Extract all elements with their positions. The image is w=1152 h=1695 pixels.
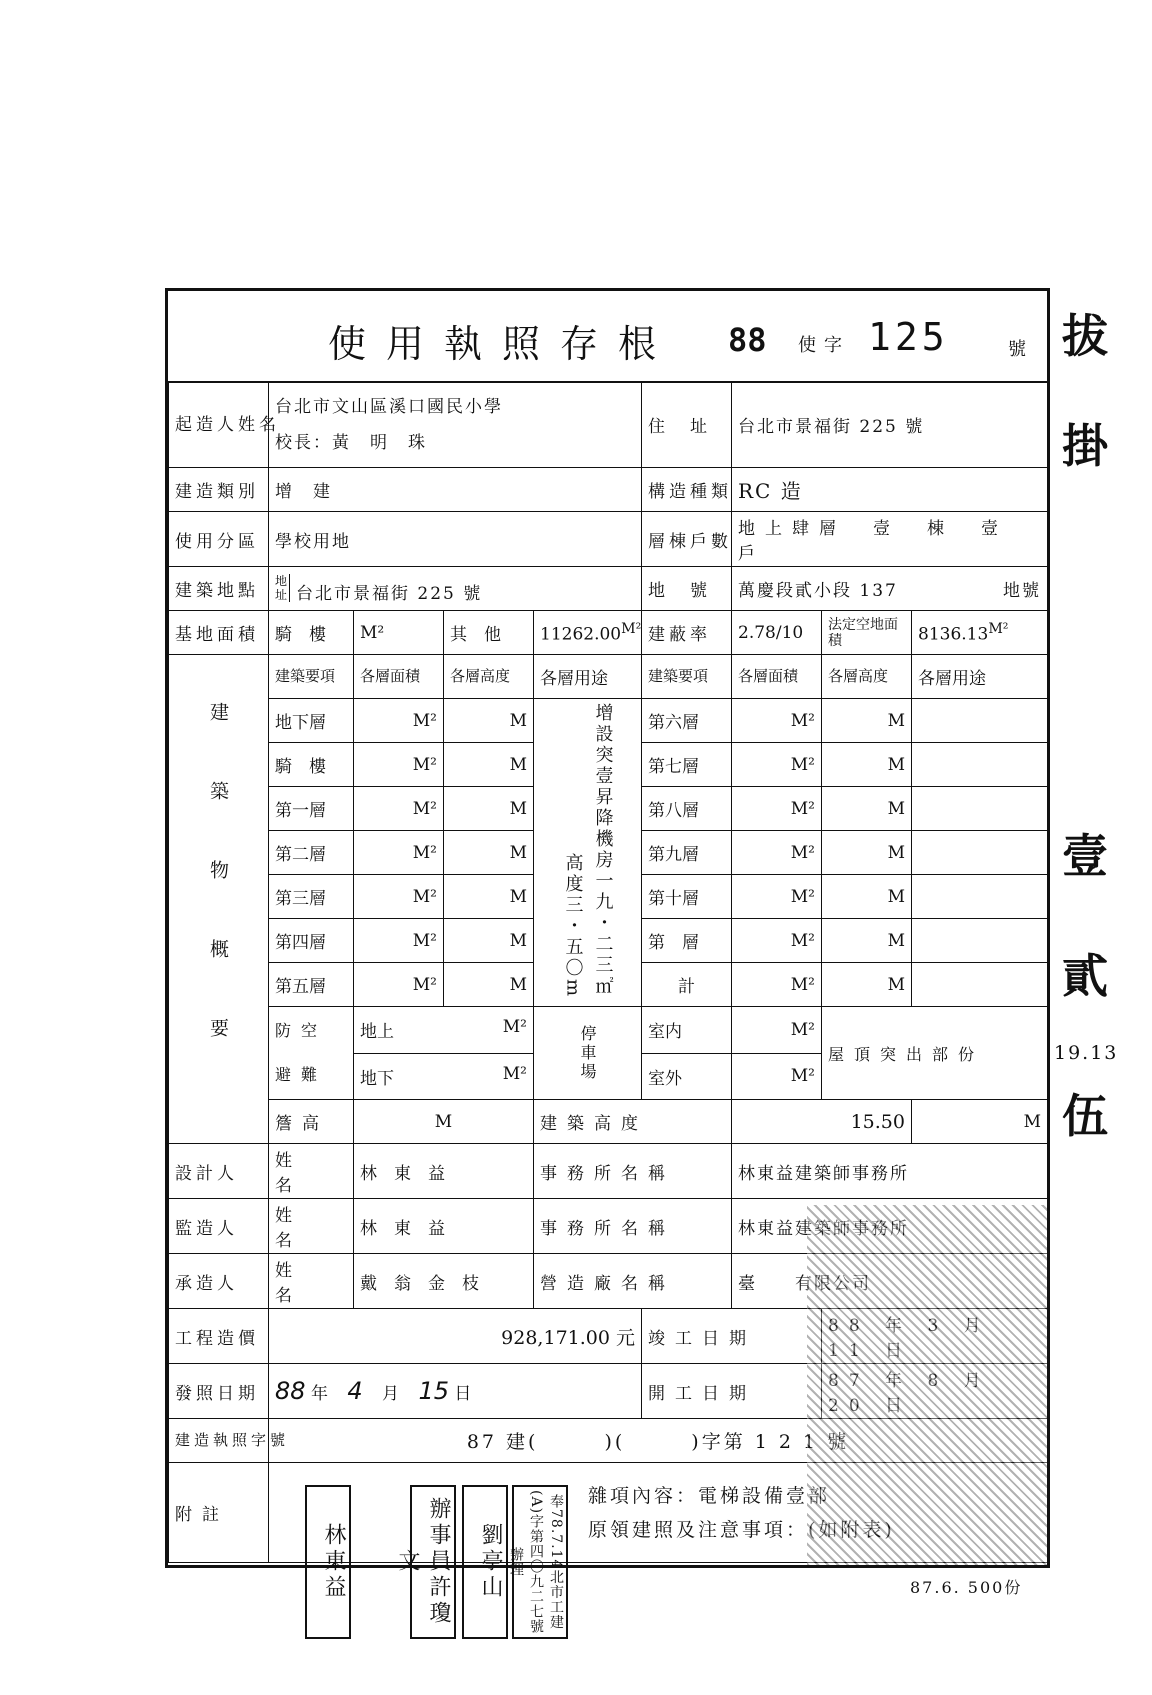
- completion-label: 竣工日期: [642, 1309, 822, 1364]
- building-height-label: 建築高度: [534, 1100, 732, 1144]
- lot-value: 萬慶段貳小段 137: [738, 581, 898, 601]
- floor-height-unit: M: [822, 919, 912, 963]
- open-space-value: 8136.13: [918, 624, 989, 645]
- floor-height-unit: M: [822, 743, 912, 787]
- floor-left-label: 第二層: [269, 831, 354, 875]
- lot-suffix: 地號: [1003, 581, 1041, 601]
- hdr-height-left: 各層高度: [444, 655, 534, 699]
- side-stamp-text: 拔: [1062, 309, 1108, 363]
- parking-indoor-label: 室内: [642, 1007, 732, 1054]
- floor-left-label: 第五層: [269, 963, 354, 1007]
- row-area: [169, 611, 1048, 655]
- floors-label: 層棟戶數: [642, 512, 732, 567]
- floor-right-label: 第七層: [642, 743, 732, 787]
- floor-area-unit: M²: [732, 963, 822, 1007]
- floor-height-unit: M: [444, 919, 534, 963]
- supervisor-office: 林東益建築師事務所: [732, 1199, 1048, 1254]
- remarks-label: 附註: [169, 1463, 269, 1563]
- shelter-above-label: 地上: [360, 1022, 394, 1043]
- contractor-name: 戴 翁 金 枝: [354, 1254, 534, 1309]
- row-category: [169, 468, 1048, 512]
- parking-label: 停車場: [578, 1024, 597, 1082]
- floor-area-unit: M²: [354, 699, 444, 743]
- hdr-height-right: 各層高度: [822, 655, 912, 699]
- shelter-below-label: 地下: [360, 1068, 394, 1089]
- other-label: 其 他: [444, 611, 534, 655]
- floor-height-unit: M: [444, 875, 534, 919]
- row-site: [169, 567, 1048, 611]
- contractor-office-label: 營造廠名稱: [534, 1254, 732, 1309]
- area-label: 基地面積: [169, 611, 269, 655]
- floor-height-unit: M: [444, 831, 534, 875]
- building-height-value: 15.50: [732, 1100, 912, 1144]
- floor-area-unit: M²: [354, 963, 444, 1007]
- shelter-below-unit: M²: [502, 1063, 527, 1084]
- cost-value: 928,171.00 元: [269, 1309, 642, 1364]
- supervisor-office-label: 事務所名稱: [534, 1199, 732, 1254]
- title-text: 使用執照存根: [328, 322, 677, 366]
- floor-area-unit: M²: [354, 787, 444, 831]
- site-address-tag: 地址: [275, 573, 290, 602]
- arcade-label: 騎 樓: [269, 611, 354, 655]
- designer-name-label: 姓 名: [269, 1144, 354, 1199]
- other-unit: M²: [621, 620, 642, 637]
- row-zone: [169, 512, 1048, 567]
- remarks-item-2: 原領建照及注意事項：(如附表): [588, 1519, 895, 1541]
- supervisor-name-label: 姓 名: [269, 1199, 354, 1254]
- permit-table: [168, 381, 1119, 1563]
- coverage-value: 2.78/10: [732, 611, 822, 655]
- stamp-3: 劉亭山: [462, 1485, 508, 1639]
- shelter-label: 防空避難: [269, 1007, 354, 1100]
- category-label: 建造類別: [169, 468, 269, 512]
- remarks-item-1: 雜項內容：電梯設備壹部: [588, 1485, 831, 1507]
- overview-note-1: 增設突壹昇降機房一九・二三㎡: [592, 703, 614, 997]
- floor-area-unit: M²: [354, 919, 444, 963]
- floor-left-label: 地下層: [269, 699, 354, 743]
- building-height-unit: M: [912, 1100, 1048, 1144]
- overview-note-2: 高度三・五〇m: [562, 853, 584, 1000]
- row-owner: [169, 382, 1048, 468]
- designer-label: 設計人: [169, 1144, 269, 1199]
- floor-area-unit: M²: [732, 919, 822, 963]
- owner-label: 起造人姓名: [169, 382, 269, 468]
- floor-height-unit: M: [822, 831, 912, 875]
- row-cost: [169, 1309, 1048, 1364]
- floor-left-label: 第三層: [269, 875, 354, 919]
- supervisor-label: 監造人: [169, 1199, 269, 1254]
- owner-address-label: 住 址: [642, 382, 732, 468]
- floor-left-label: 第一層: [269, 787, 354, 831]
- title-suffix: 號: [1008, 339, 1026, 360]
- contractor-label: 承造人: [169, 1254, 269, 1309]
- hdr-area-right: 各層面積: [732, 655, 822, 699]
- floor-row: [169, 699, 1048, 743]
- open-space-label: 法定空地面積: [822, 611, 912, 655]
- permit-number: 87 建( )( )字第 1 2 1 號: [269, 1419, 1048, 1463]
- site-label: 建築地點: [169, 567, 269, 611]
- floor-area-unit: M²: [354, 831, 444, 875]
- side-stamp-text-4: 貳: [1062, 949, 1108, 1003]
- floor-height-unit: M: [822, 787, 912, 831]
- permit-label: 建造執照字號: [169, 1419, 269, 1463]
- floors-value: 地上肆層 壹 棟 壹 戶: [732, 512, 1048, 567]
- floor-area-unit: M²: [354, 875, 444, 919]
- issue-day: 15: [418, 1377, 449, 1405]
- floor-right-label: 計: [642, 963, 732, 1007]
- floor-height-unit: M: [822, 699, 912, 743]
- parking-outdoor-unit: M²: [732, 1053, 822, 1100]
- zone-label: 使用分區: [169, 512, 269, 567]
- floor-area-unit: M²: [732, 787, 822, 831]
- floor-area-unit: M²: [732, 875, 822, 919]
- shelter-above-unit: M²: [502, 1017, 527, 1038]
- title-year: 88: [728, 321, 767, 359]
- issue-month: 4: [347, 1377, 363, 1405]
- cost-label: 工程造價: [169, 1309, 269, 1364]
- designer-office-label: 事務所名稱: [534, 1144, 732, 1199]
- parking-indoor-unit: M²: [732, 1007, 822, 1054]
- floor-area-unit: M²: [732, 699, 822, 743]
- row-contractor: [169, 1254, 1048, 1309]
- floor-area-unit: M²: [732, 743, 822, 787]
- completion-date: 88 年 3 月 11 日: [822, 1309, 1048, 1364]
- floor-right-label: 第十層: [642, 875, 732, 919]
- hdr-item-left: 建築要項: [269, 655, 354, 699]
- issue-year-unit: 年: [310, 1384, 328, 1404]
- permit-form: [165, 288, 1119, 1568]
- row-shelter-above: 防空避難 地上 M² 停車場 室内 M² 屋頂突出部份 19.13: [169, 1007, 1048, 1054]
- stamp-1: 林東益: [305, 1485, 351, 1639]
- title-mid: 使字: [798, 335, 850, 356]
- owner-line1: 台北市文山區溪口國民小學: [275, 396, 503, 417]
- row-permit: [169, 1419, 1048, 1463]
- supervisor-name: 林 東 益: [354, 1199, 534, 1254]
- floor-height-unit: M: [822, 875, 912, 919]
- structure-value: RC 造: [732, 468, 1048, 512]
- start-label: 開工日期: [642, 1364, 822, 1419]
- floor-right-label: 第八層: [642, 787, 732, 831]
- eaves-unit: M: [354, 1100, 534, 1144]
- structure-label: 構造種類: [642, 468, 732, 512]
- contractor-office: 臺 有限公司: [732, 1254, 1048, 1309]
- floor-height-unit: M: [444, 743, 534, 787]
- coverage-label: 建蔽率: [642, 611, 732, 655]
- eaves-label: 簷高: [269, 1100, 354, 1144]
- side-stamp-text-2: 掛: [1062, 419, 1108, 473]
- side-stamp-text-3: 壹: [1062, 829, 1108, 883]
- hdr-use-right: 各層用途: [912, 655, 1048, 699]
- floor-height-unit: M: [822, 963, 912, 1007]
- category-value: 增 建: [269, 468, 642, 512]
- other-value: 11262.00: [540, 624, 622, 645]
- hdr-item-right: 建築要項: [642, 655, 732, 699]
- roof-label: 屋頂突出部份: [822, 1007, 1048, 1100]
- overview-label: 建築物概要: [207, 701, 229, 1097]
- parking-outdoor-label: 室外: [642, 1053, 732, 1100]
- form-title: [168, 291, 1047, 383]
- owner-address: 台北市景福街 225 號: [732, 382, 1048, 468]
- site-address: 台北市景福街 225 號: [296, 583, 483, 604]
- owner-line2: 校長：黃 明 珠: [275, 432, 427, 453]
- open-space-unit: M²: [988, 620, 1009, 637]
- arcade-unit: M²: [354, 611, 444, 655]
- stamp-2: 辦事員許瓊文: [410, 1485, 456, 1639]
- designer-office: 林東益建築師事務所: [732, 1144, 1048, 1199]
- floor-height-unit: M: [444, 963, 534, 1007]
- floor-left-label: 第四層: [269, 919, 354, 963]
- zone-value: 學校用地: [269, 512, 642, 567]
- issue-month-unit: 月: [382, 1384, 400, 1404]
- issue-day-unit: 日: [454, 1384, 472, 1404]
- start-date: 87 年 8 月 20 日: [822, 1364, 1048, 1419]
- row-eaves: [169, 1100, 1048, 1144]
- floor-right-label: 第九層: [642, 831, 732, 875]
- stamp-4: 奉78.7.14北市工建(A)字第四〇九二七號辦理: [512, 1485, 568, 1639]
- row-designer: [169, 1144, 1048, 1199]
- hdr-use-left: 各層用途: [534, 655, 642, 699]
- row-remarks: [169, 1463, 1048, 1563]
- hdr-area-left: 各層面積: [354, 655, 444, 699]
- row-issue: [169, 1364, 1048, 1419]
- designer-name: 林 東 益: [354, 1144, 534, 1199]
- floor-right-label: 第六層: [642, 699, 732, 743]
- contractor-name-label: 姓 名: [269, 1254, 354, 1309]
- floor-height-unit: M: [444, 787, 534, 831]
- issue-year: 88: [275, 1377, 306, 1405]
- floor-left-label: 騎 樓: [269, 743, 354, 787]
- floor-area-unit: M²: [354, 743, 444, 787]
- lot-label: 地 號: [642, 567, 732, 611]
- side-stamp-text-5: 伍: [1062, 1089, 1108, 1143]
- row-supervisor: [169, 1199, 1048, 1254]
- row-overview-header: [169, 655, 1048, 699]
- title-number: 125: [868, 315, 949, 359]
- print-note: 87.6. 500份: [910, 1578, 1023, 1597]
- floor-height-unit: M: [444, 699, 534, 743]
- floor-area-unit: M²: [732, 831, 822, 875]
- floor-right-label: 第 層: [642, 919, 732, 963]
- issue-label: 發照日期: [169, 1364, 269, 1419]
